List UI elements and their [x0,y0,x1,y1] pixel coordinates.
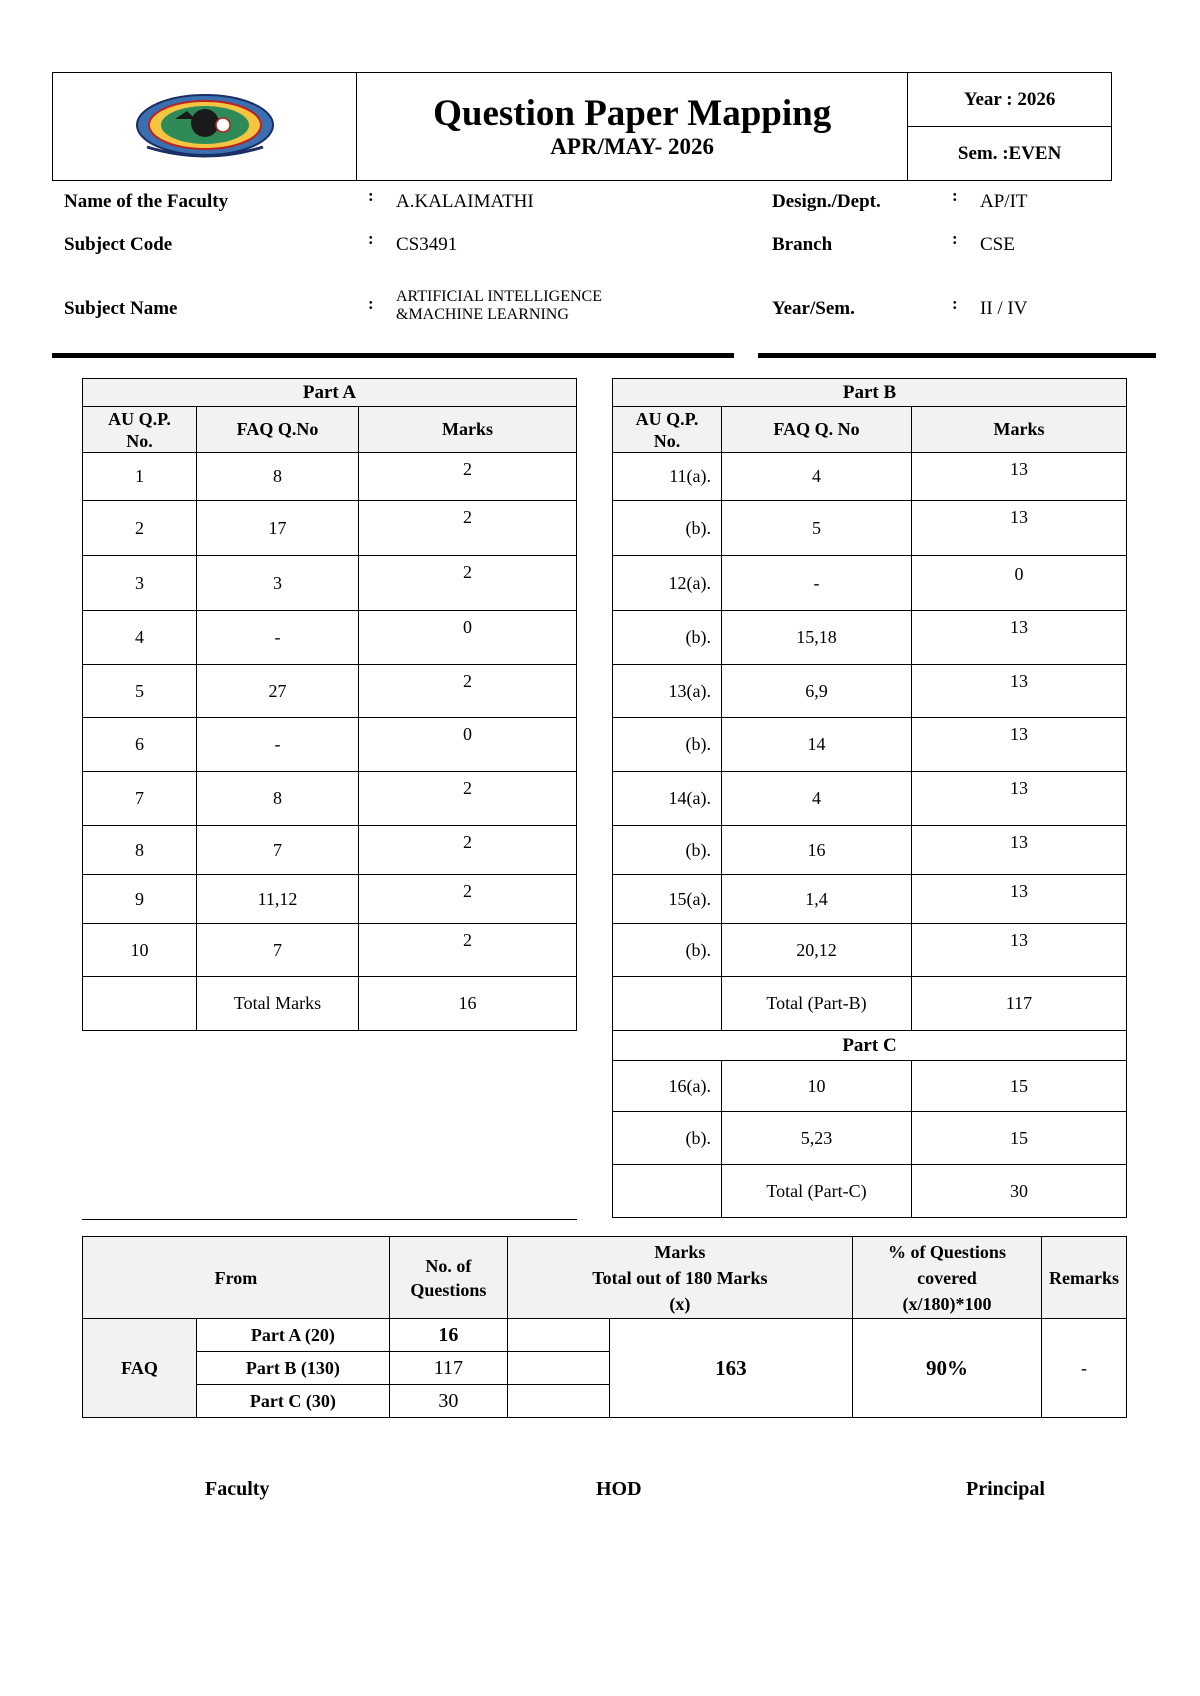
part-b-title: Part B [613,379,1127,407]
design-dept-label: Design./Dept. [772,191,881,212]
faculty-value: A.KALAIMATHI [396,191,534,212]
noq-header-line2: Questions [410,1279,487,1300]
table-row [613,924,1127,977]
faculty-label: Name of the Faculty [64,191,229,212]
qp-number: (b). [613,1112,722,1165]
col-marks: Marks [359,407,577,453]
marks-cell [359,611,577,665]
summary-percent: 90% [852,1319,1041,1418]
marks-value: 15 [912,1061,1127,1112]
qp-number: 9 [83,875,197,924]
marks-value: 13 [1010,507,1028,527]
pct-header-line2: covered [917,1267,977,1288]
table-row [613,556,1127,611]
col-faq-qno: FAQ Q. No [722,407,912,453]
branch-label: Branch [772,234,833,255]
qp-number: 10 [83,924,197,977]
marks-value: 2 [463,930,472,950]
marks-cell [912,453,1127,501]
year-sem-label: Year/Sem. [772,298,855,319]
marks-value: 13 [1010,881,1028,901]
qp-number: 4 [83,611,197,665]
total-label: Total (Part-C) [722,1165,912,1218]
table-row [83,718,577,772]
qp-number: 1 [83,453,197,501]
pct-header-line3: (x/180)*100 [902,1293,992,1314]
faq-number: - [197,718,359,772]
qp-number: (b). [613,924,722,977]
faq-number: 5,23 [722,1112,912,1165]
marks-value: 2 [463,562,472,582]
year-cell: Year : 2026 [908,73,1112,127]
total-label: Total (Part-B) [722,977,912,1031]
qp-number: 14(a). [613,772,722,826]
table-row [83,611,577,665]
table-row [613,1061,1127,1112]
marks-cell [912,924,1127,977]
faq-number: 8 [197,772,359,826]
empty-cell [507,1385,609,1418]
marks-value: 13 [1010,724,1028,744]
marks-cell [912,501,1127,556]
colon: : [368,186,374,205]
qp-number: 3 [83,556,197,611]
marks-value: 13 [1010,832,1028,852]
marks-cell [359,556,577,611]
total-value: 30 [912,1165,1127,1218]
col-au-qp [613,407,722,453]
faculty-signature-label: Faculty [205,1478,270,1500]
marks-value: 2 [463,507,472,527]
summary-row [83,1319,1127,1352]
marks-value: 0 [463,724,472,744]
marks-cell [359,924,577,977]
divider-rule-right [758,353,1156,358]
marks-cell [359,826,577,875]
marks-value: 2 [463,832,472,852]
marks-value: 13 [1010,459,1028,479]
total-value: 117 [912,977,1127,1031]
qp-number: (b). [613,501,722,556]
table-row [83,453,577,501]
table-row [83,556,577,611]
marks-value: 0 [1014,564,1024,584]
summary-group-label: FAQ [83,1319,197,1418]
qp-number: (b). [613,826,722,875]
subject-code-value: CS3491 [396,234,458,255]
marks-cell [359,453,577,501]
qp-number: 8 [83,826,197,875]
marks-cell [359,501,577,556]
col-faq-qno: FAQ Q.No [197,407,359,453]
summary-noq-header [389,1237,507,1319]
summary-table [82,1236,1127,1418]
marks-value: 13 [1010,671,1028,691]
marks-value: 13 [1010,617,1028,637]
exam-session: APR/MAY- 2026 [550,133,715,159]
table-row [613,826,1127,875]
empty-cell [83,977,197,1031]
faq-number: 27 [197,665,359,718]
year-sem-value: II / IV [980,298,1028,319]
qp-number: 2 [83,501,197,556]
marks-header-line1: Marks [654,1241,706,1262]
faq-number: 7 [197,826,359,875]
colon: : [952,229,958,248]
table-row [613,772,1127,826]
empty-cell [507,1319,609,1352]
branch-value: CSE [980,234,1015,255]
col-au-qp-line1: AU Q.P. [635,408,699,429]
summary-part-value: 30 [389,1385,507,1418]
empty-cell [613,977,722,1031]
part-b-table [612,378,1127,1218]
faq-number: 8 [197,453,359,501]
qp-number: 13(a). [613,665,722,718]
part-a-underline [82,1219,577,1220]
marks-header-line3: (x) [669,1293,691,1314]
faq-number: 16 [722,826,912,875]
marks-value: 13 [1010,778,1028,798]
header-box [52,72,1112,181]
empty-cell [507,1352,609,1385]
table-row [613,875,1127,924]
summary-remarks-header: Remarks [1041,1237,1126,1319]
faq-number: 20,12 [722,924,912,977]
summary-part-label: Part A (20) [197,1319,390,1352]
faq-number: 7 [197,924,359,977]
total-row [83,977,577,1031]
part-c-title: Part C [613,1031,1127,1061]
marks-cell [912,665,1127,718]
sem-cell: Sem. :EVEN [908,127,1112,181]
subject-name-label: Subject Name [64,298,178,319]
summary-part-value: 16 [389,1319,507,1352]
table-row [613,1112,1127,1165]
empty-cell [613,1165,722,1218]
marks-cell [912,556,1127,611]
marks-value: 13 [1010,930,1028,950]
document-title: Question Paper Mapping [433,92,832,134]
marks-cell [912,826,1127,875]
marks-cell [359,875,577,924]
table-row [613,611,1127,665]
col-au-qp [83,407,197,453]
marks-cell [359,718,577,772]
qp-number: 11(a). [613,453,722,501]
marks-value: 15 [912,1112,1127,1165]
marks-value: 2 [463,459,472,479]
colon: : [952,294,958,313]
noq-header-line1: No. of [425,1255,472,1276]
part-a-title: Part A [83,379,577,407]
divider-rule-left [52,353,734,358]
summary-pct-header [852,1237,1041,1319]
qp-number: 7 [83,772,197,826]
design-dept-value: AP/IT [980,191,1028,212]
qp-number: (b). [613,611,722,665]
summary-part-label: Part C (30) [197,1385,390,1418]
subject-name-line2: &MACHINE LEARNING [396,306,569,323]
marks-value: 2 [463,671,472,691]
colon: : [368,229,374,248]
total-value: 16 [359,977,577,1031]
marks-value: 2 [463,881,472,901]
marks-cell [912,718,1127,772]
marks-cell [912,772,1127,826]
qp-number: 12(a). [613,556,722,611]
faq-number: - [197,611,359,665]
col-au-qp-line2: No. [126,430,153,451]
table-row [613,501,1127,556]
colon: : [368,294,374,313]
faq-number: 11,12 [197,875,359,924]
marks-value: 2 [463,778,472,798]
col-au-qp-line2: No. [653,430,681,451]
table-row [83,826,577,875]
col-marks: Marks [912,407,1127,453]
colon: : [952,186,958,205]
title-cell [357,73,908,181]
total-row [613,977,1127,1031]
subject-name-value [396,288,602,324]
principal-signature-label: Principal [966,1478,1045,1500]
qp-number: 16(a). [613,1061,722,1112]
hod-signature-label: HOD [596,1478,642,1500]
table-row [83,875,577,924]
pct-header-line1: % of Questions [887,1241,1006,1262]
qp-number: (b). [613,718,722,772]
total-label: Total Marks [197,977,359,1031]
summary-from-header: From [83,1237,390,1319]
marks-value: 0 [463,617,472,637]
faq-number: 1,4 [722,875,912,924]
faq-number: 10 [722,1061,912,1112]
marks-cell [359,665,577,718]
col-au-qp-line1: AU Q.P. [108,408,171,429]
college-logo [135,89,275,161]
qp-number: 15(a). [613,875,722,924]
faq-number: 4 [722,453,912,501]
faq-number: 3 [197,556,359,611]
table-row [83,665,577,718]
summary-part-label: Part B (130) [197,1352,390,1385]
table-row [83,924,577,977]
marks-header-line2: Total out of 180 Marks [592,1267,768,1288]
subject-code-label: Subject Code [64,234,173,255]
summary-remarks: - [1041,1319,1126,1418]
logo-cell [53,73,357,181]
marks-cell [359,772,577,826]
table-row [613,665,1127,718]
part-a-table [82,378,577,1031]
faq-number: 6,9 [722,665,912,718]
qp-number: 5 [83,665,197,718]
marks-cell [912,611,1127,665]
table-row [613,453,1127,501]
marks-cell [912,875,1127,924]
faq-number: 4 [722,772,912,826]
table-row [613,718,1127,772]
faq-number: 15,18 [722,611,912,665]
qp-number: 6 [83,718,197,772]
summary-part-value: 117 [389,1352,507,1385]
table-row [83,501,577,556]
faq-number: 5 [722,501,912,556]
table-row [83,772,577,826]
faq-number: 14 [722,718,912,772]
total-row [613,1165,1127,1218]
summary-total-marks: 163 [609,1319,852,1418]
faq-number: 17 [197,501,359,556]
subject-name-line1: ARTIFICIAL INTELLIGENCE [396,288,602,305]
faq-number: - [722,556,912,611]
summary-marks-header [507,1237,852,1319]
